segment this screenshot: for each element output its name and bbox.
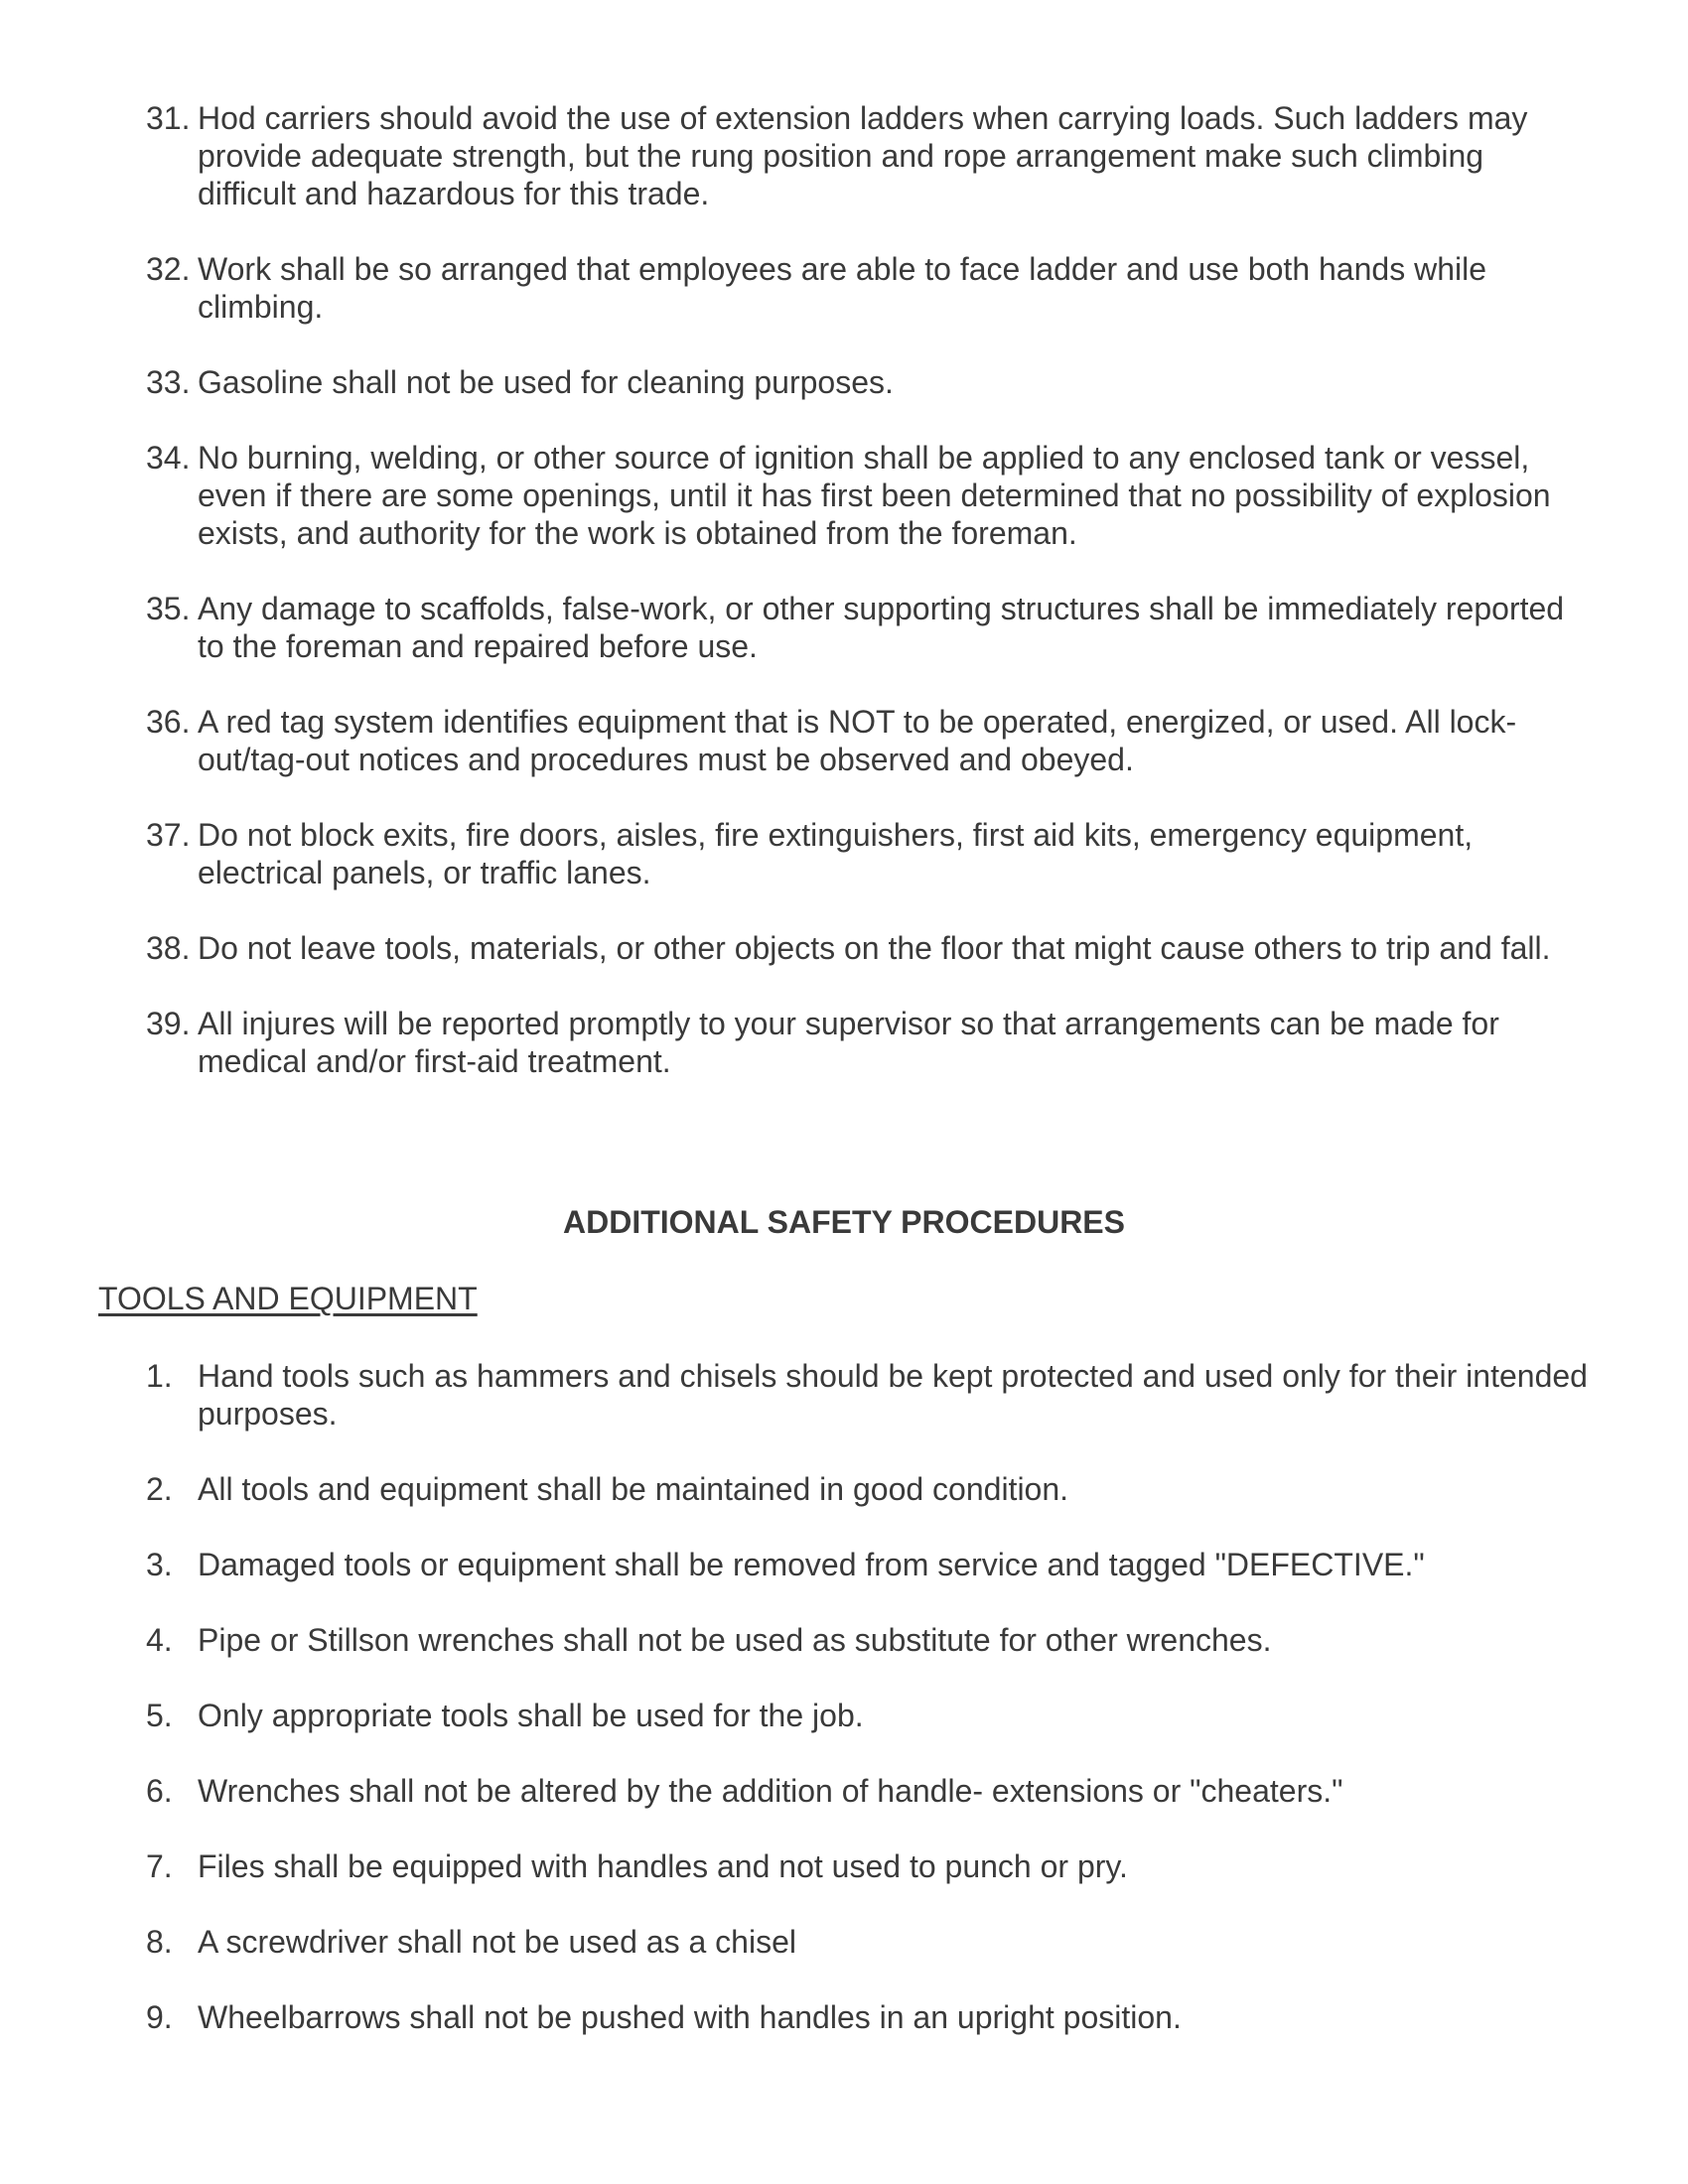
item-text: Wheelbarrows shall not be pushed with handles in an upright position. (198, 1999, 1182, 2035)
item-text: Do not leave tools, materials, or other objects on the floor that might cause others to trip and fall. (198, 930, 1551, 966)
list-item (0, 1772, 1588, 1810)
tools-equipment-list (0, 1357, 1688, 2074)
item-number: 31. (146, 100, 191, 136)
list-item (0, 363, 1588, 401)
item-number: 6. (146, 1773, 173, 1809)
item-number: 35. (146, 591, 191, 626)
item-text: Gasoline shall not be used for cleaning purposes. (198, 364, 894, 400)
safety-rules-list (0, 99, 1688, 1118)
item-text: Wrenches shall not be altered by the addition of handle- extensions or "cheaters." (198, 1773, 1343, 1809)
item-number: 7. (146, 1848, 173, 1884)
item-text: Any damage to scaffolds, false-work, or other supporting structures shall be immediately reported to the foreman and repaired before use. (198, 591, 1565, 664)
item-number: 37. (146, 817, 191, 853)
item-number: 32. (146, 251, 191, 287)
item-number: 2. (146, 1471, 173, 1507)
item-number: 33. (146, 364, 191, 400)
list-item (0, 929, 1588, 967)
list-item (0, 816, 1588, 891)
item-text: Pipe or Stillson wrenches shall not be used as substitute for other wrenches. (198, 1622, 1272, 1658)
item-number: 3. (146, 1547, 173, 1582)
item-number: 8. (146, 1924, 173, 1960)
list-item (0, 1923, 1588, 1961)
item-number: 4. (146, 1622, 173, 1658)
list-item (0, 1357, 1588, 1433)
list-item (0, 1847, 1588, 1885)
item-number: 38. (146, 930, 191, 966)
item-number: 1. (146, 1358, 173, 1394)
item-text: Do not block exits, fire doors, aisles, fire extinguishers, first aid kits, emergency equipment, electrical panels, or traffic lanes. (198, 817, 1474, 890)
list-item (0, 1697, 1588, 1734)
item-number: 34. (146, 440, 191, 476)
list-item (0, 1998, 1588, 2036)
item-number: 39. (146, 1006, 191, 1041)
item-text: All tools and equipment shall be maintained in good condition. (198, 1471, 1069, 1507)
list-item (0, 439, 1588, 552)
item-text: Damaged tools or equipment shall be removed from service and tagged "DEFECTIVE." (198, 1547, 1425, 1582)
list-item (0, 590, 1588, 665)
item-text: A red tag system identifies equipment that is NOT to be operated, energized, or used. All lock-out/tag-out notices and procedures must be observed and obeyed. (198, 704, 1517, 777)
item-text: Work shall be so arranged that employees are able to face ladder and use both hands while climbing. (198, 251, 1486, 325)
item-text: Hand tools such as hammers and chisels should be kept protected and used only for their intended purposes. (198, 1358, 1588, 1432)
item-number: 36. (146, 704, 191, 740)
list-item (0, 1470, 1588, 1508)
item-text: All injures will be reported promptly to your supervisor so that arrangements can be made for medical and/or first-aid treatment. (198, 1006, 1499, 1079)
item-text: No burning, welding, or other source of ignition shall be applied to any enclosed tank or vessel, even if there are some openings, until it has first been determined that no possibility of explosion exists, and authority for the work is obtained from the foreman. (198, 440, 1551, 551)
item-text: A screwdriver shall not be used as a chisel (198, 1924, 796, 1960)
list-item (0, 703, 1588, 778)
item-number: 5. (146, 1698, 173, 1733)
item-text: Files shall be equipped with handles and not used to punch or pry. (198, 1848, 1128, 1884)
list-item (0, 1546, 1588, 1583)
list-item (0, 1621, 1588, 1659)
list-item (0, 250, 1588, 326)
item-text: Hod carriers should avoid the use of extension ladders when carrying loads. Such ladders may provide adequate strength, but the rung position and rope arrangement make such climbing difficult and hazardous for this trade. (198, 100, 1528, 211)
list-item (0, 99, 1588, 212)
item-number: 9. (146, 1999, 173, 2035)
list-item (0, 1005, 1588, 1080)
subsection-heading: TOOLS AND EQUIPMENT (98, 1281, 478, 1316)
item-text: Only appropriate tools shall be used for the job. (198, 1698, 864, 1733)
section-heading: ADDITIONAL SAFETY PROCEDURES (563, 1204, 1125, 1240)
